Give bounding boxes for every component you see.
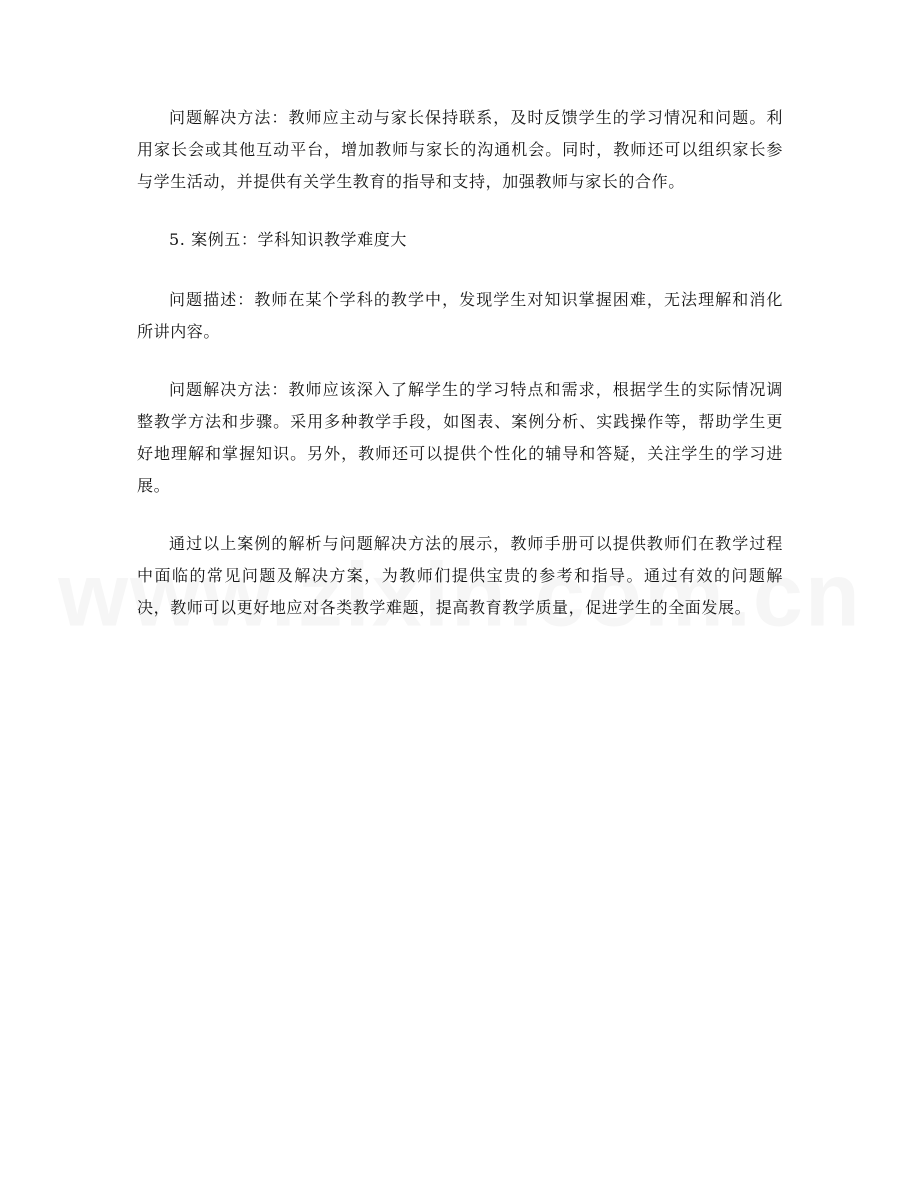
section-heading-case-five: 5. 案例五：学科知识教学难度大 [169, 230, 407, 249]
paragraph-conclusion: 通过以上案例的解析与问题解决方法的展示，教师手册可以提供教师们在教学过程中面临的常见问题及解决方案，为教师们提供宝贵的参考和指导。通过有效的问题解决，教师可以更好地应对各类教学难题，提高教育教学质量，促进学生的全面发展。 [137, 534, 783, 617]
paragraph-parent-communication-solution: 问题解决方法：教师应主动与家长保持联系，及时反馈学生的学习情况和问题。利用家长会或其他互动平台，增加教师与家长的沟通机会。同时，教师还可以组织家长参与学生活动，并提供有关学生教育的指导和支持，加强教师与家长的合作。 [137, 108, 783, 191]
paragraph-problem-description: 问题描述：教师在某个学科的教学中，发现学生对知识掌握困难，无法理解和消化所讲内容。 [137, 290, 783, 341]
paragraph-teaching-difficulty-solution: 问题解决方法：教师应该深入了解学生的学习特点和需求，根据学生的实际情况调整教学方法和步骤。采用多种教学手段，如图表、案例分析、实践操作等，帮助学生更好地理解和掌握知识。另外，教师还可以提供个性化的辅导和答疑，关注学生的学习进展。 [137, 380, 783, 495]
document-body [137, 102, 783, 650]
